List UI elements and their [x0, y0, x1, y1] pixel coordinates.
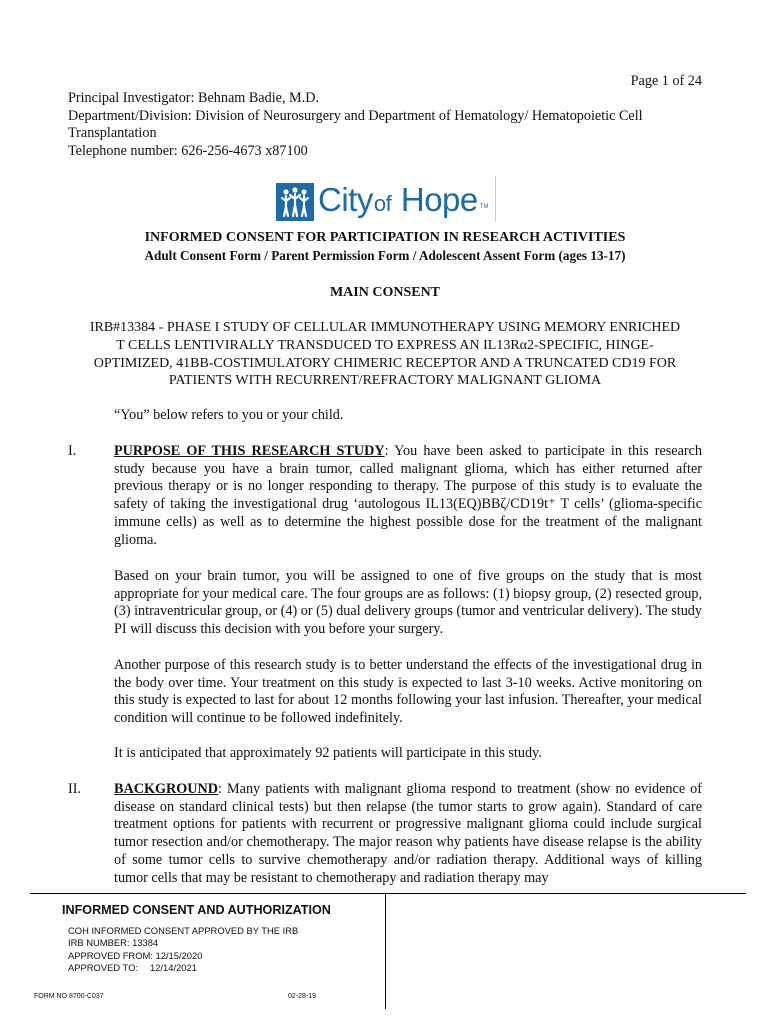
- form-number: FORM NO 8700-C037: [34, 993, 104, 1000]
- trademark-mark: TM: [479, 204, 489, 211]
- purpose-heading: PURPOSE OF THIS RESEARCH STUDY: [114, 443, 385, 459]
- you-definition: “You” below refers to you or your child.: [114, 407, 344, 423]
- purpose-paragraph-1: PURPOSE OF THIS RESEARCH STUDY: You have been asked to participate in this research study because you have a brain tumor, called malignant glioma, which has either returned after previous therapy or is no longer responding to therapy. The purpose of this study is to evaluate the safety of taking the investigational drug ‘autologous IL13(EQ)BBζ/CD19t⁺ T cells’ (glioma-specific immune cells) as well as to determine the highest possible dose for the treatment of the malignant glioma.: [114, 443, 703, 548]
- footer-divider: [30, 893, 746, 894]
- section-number-1: I.: [68, 443, 77, 459]
- purpose-paragraph-4: It is anticipated that approximately 92 patients will participate in this study.: [114, 745, 542, 761]
- logo-wordmark: Cityof Hope: [318, 181, 478, 218]
- main-consent-heading: MAIN CONSENT: [329, 285, 441, 300]
- background-paragraph-1: BACKGROUND: Many patients with malignant glioma respond to treatment (show no evidence of disease on standard clinical tests) but then relapse (the tumor starts to grow again). Standard of care treatment options for patients with recurrent or progressive malignant glioma could include surgical tumor resection and/or chemotherapy. The major reason why patients have disease relapse is the ability of some tumor cells to survive chemotherapy and/or radiation therapy. Additional ways of killing tumor cells that may be resistant to chemotherapy and radiation therapy may: [114, 781, 702, 886]
- department-division-cont: Transplantation: [68, 125, 157, 142]
- people-icon: [276, 183, 314, 221]
- study-title: IRB#13384 - PHASE I STUDY OF CELLULAR IMMUNOTHERAPY USING MEMORY ENRICHED T CELLS LENTIVIRALLY TRANSDUCED TO EXPRESS AN IL13Rα2-SPECIFIC, HINGE- OPTIMIZED, 41BB-COSTIMULATORY CHIMERIC RECEPTOR AND A TRUNCATED CD19 FOR PATIENTS WITH RECURRENT/REFRACTORY MALIGNANT GLIOMA: [89, 320, 681, 389]
- irb-number: IRB NUMBER: 13384: [68, 937, 159, 949]
- principal-investigator: Principal Investigator: Behnam Badie, M.D.: [68, 90, 319, 106]
- investigator-block: [68, 90, 708, 160]
- approved-to: APPROVED TO: 12/14/2021: [68, 962, 197, 974]
- irb-approval-block: [68, 925, 298, 975]
- page-number: Page 1 of 24: [630, 73, 702, 89]
- city-of-hope-logo: [276, 181, 496, 223]
- form-date: 02-28-19: [288, 993, 317, 1000]
- footer-vertical-divider: [385, 893, 386, 1009]
- purpose-paragraph-2: Based on your brain tumor, you will be assigned to one of five groups on the study that is most appropriate for your medical care. The four groups are as follows: (1) biopsy group, (2) resected group, (3) intraventricular group, or (4) or (5) dual delivery groups (tumor and ventricular delivery). The study PI will discuss this decision with you before your surgery.: [114, 568, 702, 638]
- telephone-number: Telephone number: 626-256-4673 x87100: [68, 142, 308, 159]
- department-division: Department/Division: Division of Neurosurgery and Department of Hematology/ Hematopoietic Cell: [68, 107, 643, 124]
- logo-divider: [495, 176, 496, 222]
- background-heading: BACKGROUND: [114, 781, 219, 797]
- form-subtitle: Adult Consent Form / Parent Permission Form / Adolescent Assent Form (ages 13-17): [144, 248, 626, 263]
- approved-by: COH INFORMED CONSENT APPROVED BY THE IRB: [68, 925, 299, 936]
- section-number-2: II.: [68, 781, 81, 797]
- purpose-paragraph-3: Another purpose of this research study is to better understand the effects of the investigational drug in the body over time. Your treatment on this study is expected to last 3-10 weeks. Active monitoring on this study is expected to last for about 12 months following your last infusion. Thereafter, your medical condition will continue to be followed indefinitely.: [114, 657, 702, 727]
- approved-from: APPROVED FROM: 12/15/2020: [68, 949, 203, 961]
- form-title: INFORMED CONSENT FOR PARTICIPATION IN RESEARCH ACTIVITIES: [144, 230, 626, 245]
- footer-title: INFORMED CONSENT AND AUTHORIZATION: [62, 903, 331, 917]
